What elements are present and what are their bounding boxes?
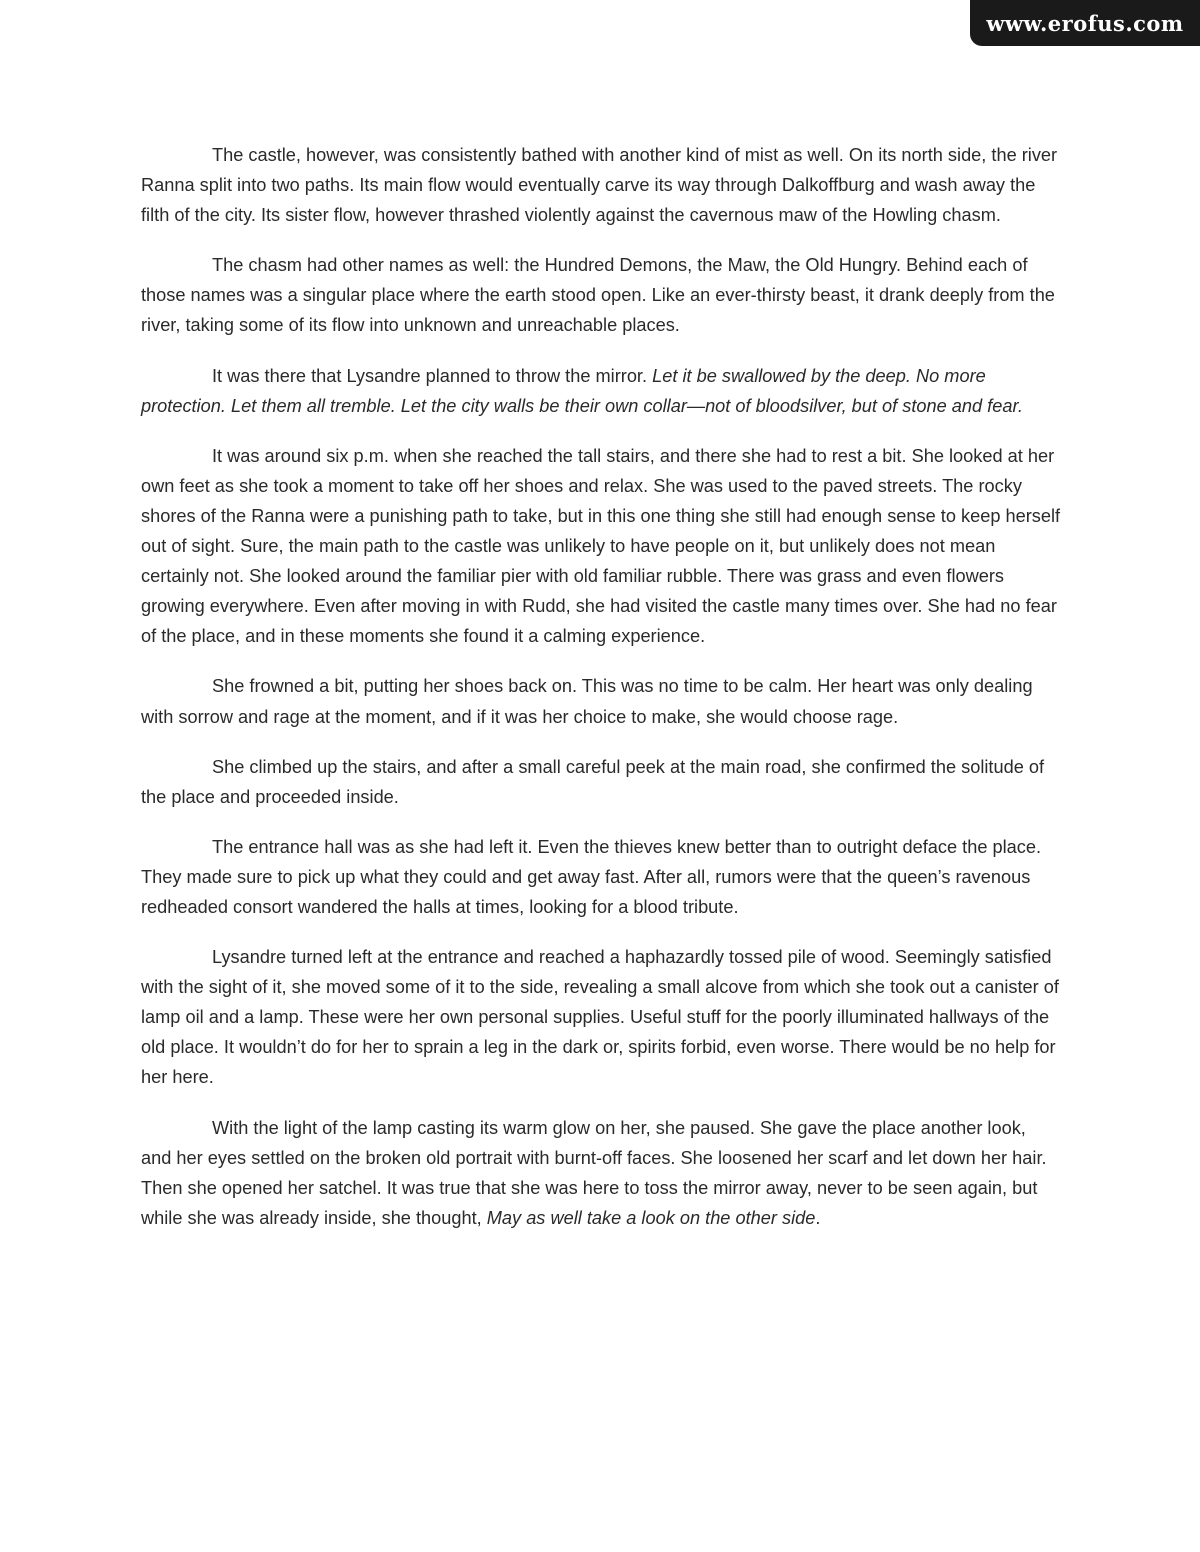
paragraph-9-italic-text: May as well take a look on the other side <box>486 1207 816 1228</box>
paragraph-8-text: Lysandre turned left at the entrance and reached a haphazardly tossed pile of wood. Seemingly satisfied with the sight of it, she moved some of it to the side, revealing a small alcove from which she took out a canister of lamp oil and a lamp. These were her own personal supplies. Useful stuff for the poorly illuminated hallways of the old place. It wouldn’t do for her to sprain a leg in the dark or, spirits forbid, even worse. There would be no help for her here. <box>141 947 1059 1088</box>
paragraph-6 <box>141 752 1061 812</box>
paragraph-1-text: The castle, however, was consistently bathed with another kind of mist as well. On its north side, the river Ranna split into two paths. Its main flow would eventually carve its way through Dalkoffburg and wash away the filth of the city. Its sister flow, however thrashed violently against the cavernous maw of the Howling chasm. <box>141 145 1058 226</box>
paragraph-9-end-text: . <box>815 1207 821 1228</box>
paragraph-9 <box>141 1113 1061 1233</box>
document-page <box>141 140 1061 1253</box>
paragraph-5-text: She frowned a bit, putting her shoes back on. This was no time to be calm. Her heart was only dealing with sorrow and rage at the moment, and if it was her choice to make, she would choose rage. <box>141 676 1033 727</box>
paragraph-2 <box>141 250 1061 340</box>
paragraph-9-text: With the light of the lamp casting its warm glow on her, she paused. She gave the place another look, and her eyes settled on the broken old portrait with burnt-off faces. She loosened her scarf and let down her hair. Then she opened her satchel. It was true that she was here to toss the mirror away, never to be seen again, but while she was already inside, she thought, <box>141 1117 1047 1228</box>
paragraph-7-text: The entrance hall was as she had left it. Even the thieves knew better than to outright deface the place. They made sure to pick up what they could and get away fast. After all, rumors were that the queen’s ravenous redheaded consort wandered the halls at times, looking for a blood tribute. <box>141 836 1042 917</box>
paragraph-7 <box>141 832 1061 922</box>
paragraph-3-italic-text: Let it be swallowed by the deep. No more protection. Let them all tremble. Let the city walls be their own collar—not of bloodsilver, but of stone and fear. <box>141 365 1023 416</box>
paragraph-5 <box>141 671 1061 731</box>
watermark-badge <box>970 0 1200 46</box>
paragraph-3 <box>141 361 1061 421</box>
paragraph-1 <box>141 140 1061 230</box>
watermark-text: www.erofus.com <box>986 10 1184 36</box>
paragraph-2-text: The chasm had other names as well: the Hundred Demons, the Maw, the Old Hungry. Behind each of those names was a singular place where the earth stood open. Like an ever-thirsty beast, it drank deeply from the river, taking some of its flow into unknown and unreachable places. <box>141 255 1055 336</box>
paragraph-4-text: It was around six p.m. when she reached the tall stairs, and there she had to rest a bit. She looked at her own feet as she took a moment to take off her shoes and relax. She was used to the paved streets. The rocky shores of the Ranna were a punishing path to take, but in this one thing she still had enough sense to keep herself out of sight. Sure, the main path to the castle was unlikely to have people on it, but unlikely does not mean certainly not. She looked around the familiar pier with old familiar rubble. There was grass and even flowers growing everywhere. Even after moving in with Rudd, she had visited the castle many times over. She had no fear of the place, and in these moments she found it a calming experience. <box>141 445 1061 647</box>
paragraph-8 <box>141 942 1061 1092</box>
paragraph-3-text: It was there that Lysandre planned to throw the mirror. <box>212 365 653 386</box>
paragraph-6-text: She climbed up the stairs, and after a small careful peek at the main road, she confirmed the solitude of the place and proceeded inside. <box>141 756 1045 807</box>
paragraph-4 <box>141 441 1061 652</box>
